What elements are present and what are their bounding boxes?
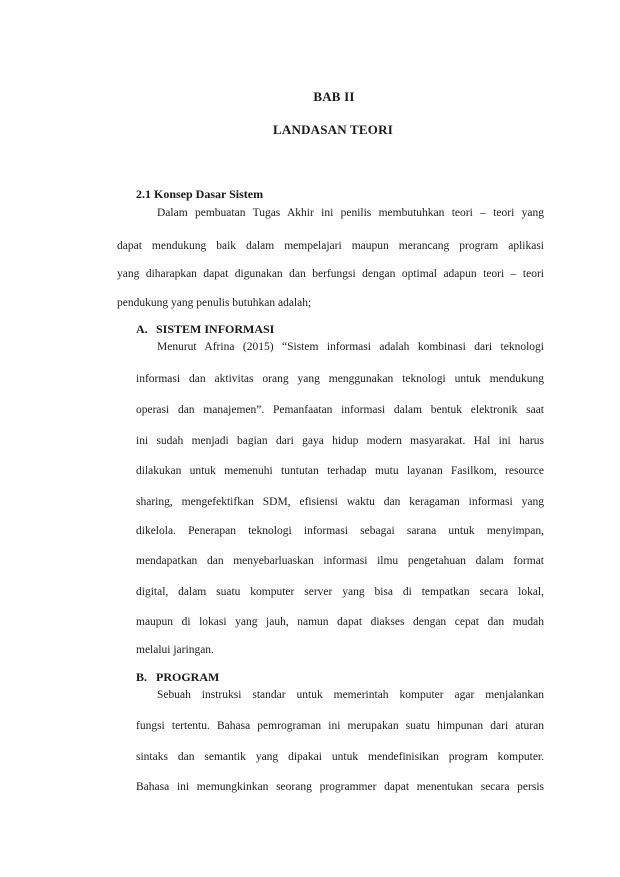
- paragraph-line: sintaks dan semantik yang dipakai untuk mendefinisikan program komputer.: [136, 751, 544, 763]
- section-letter: A.: [136, 322, 148, 336]
- paragraph-line: yang diharapkan dapat digunakan dan berfungsi dengan optimal adapun teori – teori: [117, 268, 544, 280]
- paragraph-line: Sebuah instruksi standar untuk memerintah komputer agar menjalankan: [157, 689, 544, 701]
- paragraph-line: Bahasa ini memungkinkan seorang programmer dapat menentukan secara persis: [136, 781, 544, 793]
- chapter-title: LANDASAN TEORI: [273, 122, 393, 137]
- paragraph-line: Dalam pembuatan Tugas Akhir ini penilis membutuhkan teori – teori yang: [157, 207, 544, 219]
- paragraph-line: mendapatkan dan menyebarluaskan informasi ilmu pengetahuan dalam format: [136, 555, 544, 567]
- paragraph-line: melalui jaringan.: [136, 644, 214, 656]
- section-letter: B.: [136, 670, 148, 684]
- paragraph-line: dikelola. Penerapan teknologi informasi sebagai sarana untuk menyimpan,: [136, 525, 544, 537]
- section-heading-b: [136, 670, 219, 685]
- paragraph-line: pendukung yang penulis butuhkan adalah;: [117, 297, 312, 309]
- paragraph-line: dilakukan untuk memenuhi tuntutan terhadap mutu layanan Fasilkom, resource: [136, 465, 544, 477]
- section-heading-a: [136, 322, 274, 337]
- paragraph-line: digital, dalam suatu komputer server yang bisa di tempatkan secara lokal,: [136, 586, 544, 598]
- paragraph-line: fungsi tertentu. Bahasa pemrograman ini merupakan suatu himpunan dari aturan: [136, 720, 544, 732]
- paragraph-line: operasi dan manajemen”. Pemanfaatan informasi dalam bentuk elektronik saat: [136, 404, 544, 416]
- paragraph-line: informasi dan aktivitas orang yang menggunakan teknologi untuk mendukung: [136, 373, 544, 385]
- section-title: PROGRAM: [156, 670, 220, 684]
- section-heading-2-1: 2.1 Konsep Dasar Sistem: [136, 187, 264, 201]
- paragraph-line: Menurut Afrina (2015) “Sistem informasi adalah kombinasi dari teknologi: [157, 341, 544, 353]
- paragraph-line: ini sudah menjadi bagian dari gaya hidup modern masyarakat. Hal ini harus: [136, 435, 544, 447]
- paragraph-line: sharing, mengefektifkan SDM, efisiensi waktu dan keragaman informasi yang: [136, 496, 544, 508]
- paragraph-line: dapat mendukung baik dalam mempelajari maupun merancang program aplikasi: [117, 240, 544, 252]
- paragraph-line: maupun di lokasi yang jauh, namun dapat diakses dengan cepat dan mudah: [136, 616, 544, 628]
- chapter-number: BAB II: [313, 89, 355, 104]
- section-title: SISTEM INFORMASI: [156, 322, 275, 336]
